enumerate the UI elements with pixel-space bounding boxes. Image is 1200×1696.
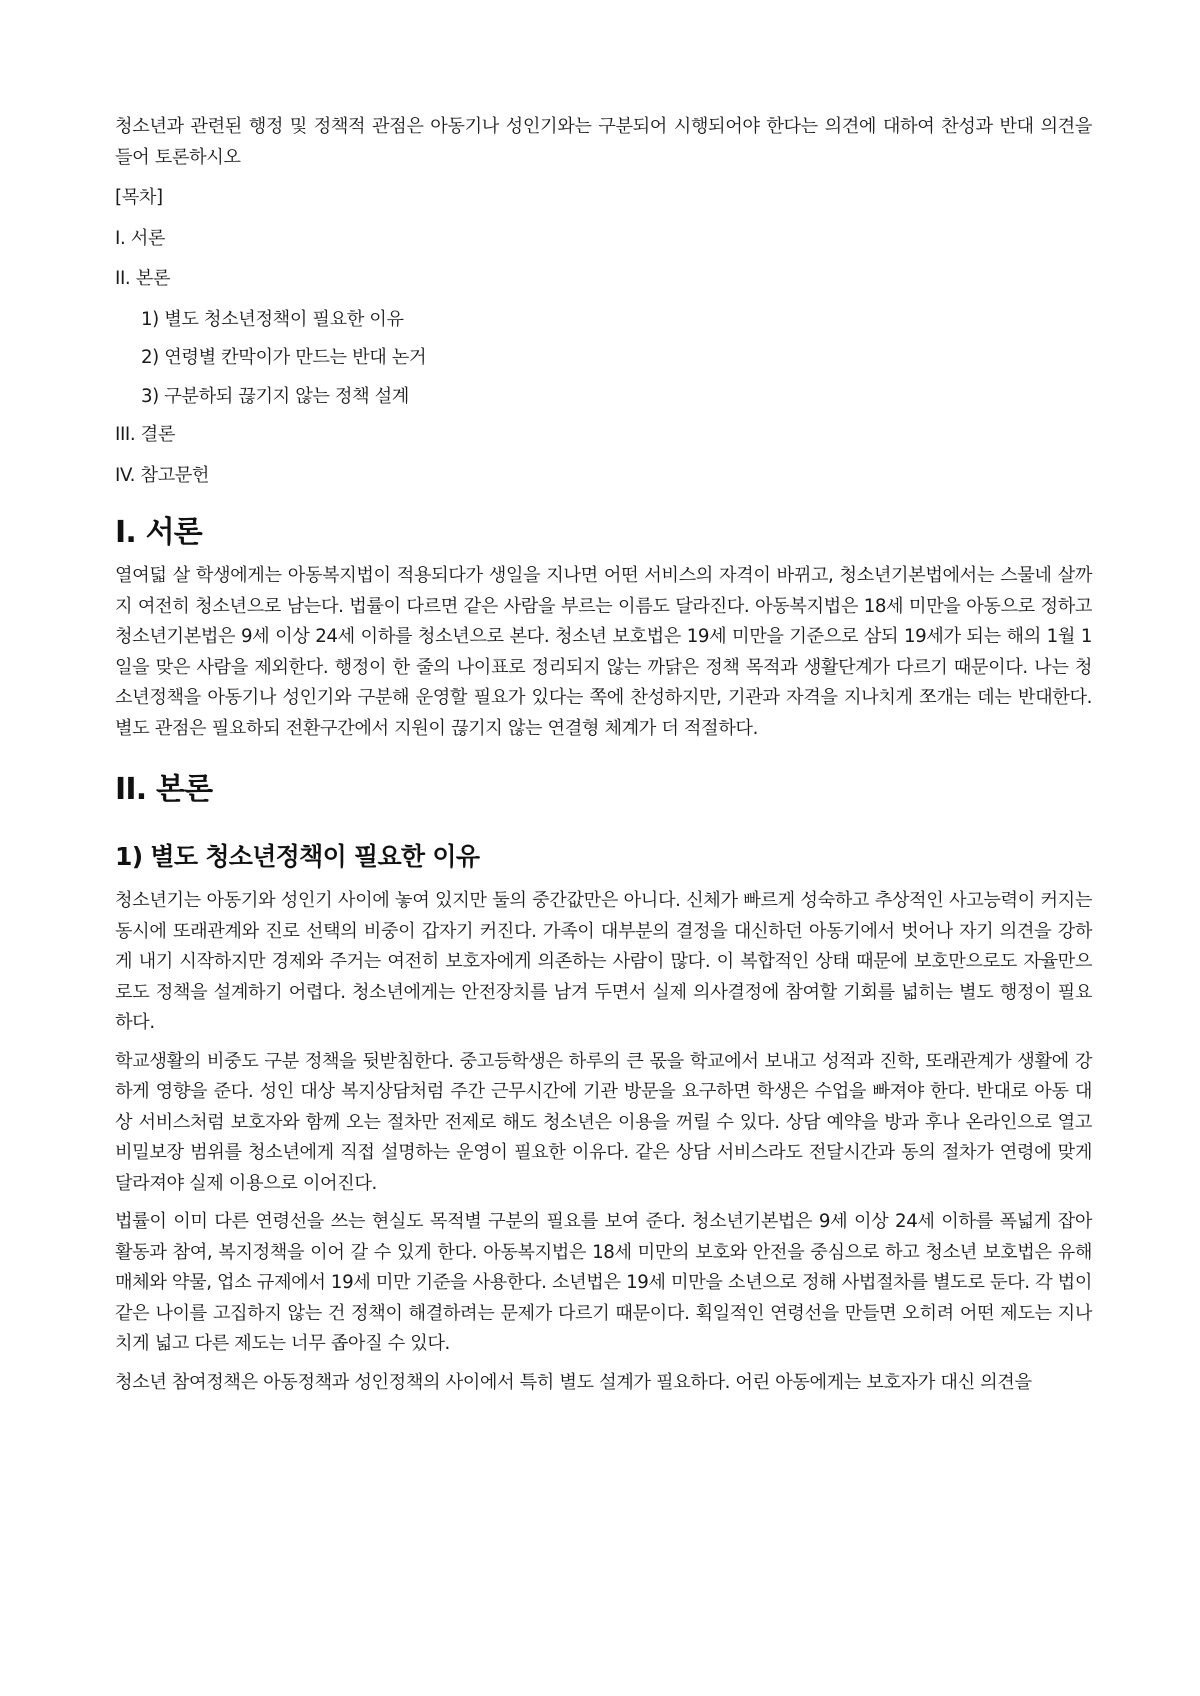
toc-item-body: II. 본론 — [115, 268, 171, 289]
toc-item-introduction: I. 서론 — [115, 227, 166, 249]
toc-item-body-1: 1) 별도 청소년정책이 필요한 이유 — [141, 308, 404, 330]
table-of-contents — [115, 224, 1092, 492]
section-heading-body: II. 본론 — [115, 772, 213, 807]
toc-item-body-2: 2) 연령별 칸막이가 만드는 반대 논거 — [141, 347, 427, 368]
toc-item-conclusion: III. 결론 — [115, 424, 175, 445]
body-paragraph: 청소년 참여정책은 아동정책과 성인정책의 사이에서 특히 별도 설계가 필요하다. 어린 아동에게는 보호자가 대신 의견을 — [115, 1371, 1032, 1393]
body-paragraph: 법률이 이미 다른 연령선을 쓰는 현실도 목적별 구분의 필요를 보여 준다. 청소년기본법은 9세 이상 24세 이하를 폭넓게 잡아 활동과 참여, 복지정책을 이어 갈 수 있게 한다. 아동복지법은 18세 미만의 보호와 안전을 중심으로 하고 청소년 보호법은 유해매체와 약물, 업소 규제에서 19세 미만 기준을 사용한다. 소년법은 19세 미만을 소년으로 정해 사법절차를 별도로 둔다. 각 법이 같은 나이를 고집하지 않는 건 정책이 해결하려는 문제가 다르기 때문이다. 획일적인 연령선을 만들면 오히려 어떤 제도는 지나치게 넓고 다른 제도는 너무 좁아질 수 있다. — [115, 1211, 1092, 1354]
essay-question: 청소년과 관련된 행정 및 정책적 관점은 아동기나 성인기와는 구분되어 시행되어야 한다는 의견에 대하여 찬성과 반대 의견을 들어 토론하시오 — [115, 116, 1092, 168]
subsection-heading-body-1: 1) 별도 청소년정책이 필요한 이유 — [115, 842, 480, 871]
body-paragraph: 청소년기는 아동기와 성인기 사이에 놓여 있지만 둘의 중간값만은 아니다. 신체가 빠르게 성숙하고 추상적인 사고능력이 커지는 동시에 또래관계와 진로 선택의 비중이 갑자기 커진다. 가족이 대부분의 결정을 대신하던 아동기에서 벗어나 자기 의견을 강하게 내기 시작하지만 경제와 주거는 여전히 보호자에게 의존하는 사람이 많다. 이 복합적인 상태 때문에 보호만으로도 자율만으로도 정책을 설계하기 어렵다. 청소년에게는 안전장치를 남겨 두면서 실제 의사결정에 참여할 기회를 넓히는 별도 행정이 필요하다. — [115, 890, 1092, 1033]
toc-item-references: IV. 참고문헌 — [115, 464, 210, 486]
toc-heading: [목차] — [115, 187, 163, 208]
introduction-paragraph: 열여덟 살 학생에게는 아동복지법이 적용되다가 생일을 지나면 어떤 서비스의 자격이 바뀌고, 청소년기본법에서는 스물네 살까지 여전히 청소년으로 남는다. 법률이 다르면 같은 사람을 부르는 이름도 달라진다. 아동복지법은 18세 미만을 아동으로 정하고 청소년기본법은 9세 이상 24세 이하를 청소년으로 본다. 청소년 보호법은 19세 미만을 기준으로 삼되 19세가 되는 해의 1월 1일을 맞은 사람을 제외한다. 행정이 한 줄의 나이표로 정리되지 않는 까닭은 정책 목적과 생활단계가 다르기 때문이다. 나는 청소년정책을 아동기나 성인기와 구분해 운영할 필요가 있다는 쪽에 찬성하지만, 기관과 자격을 지나치게 쪼개는 데는 반대한다. 별도 관점은 필요하되 전환구간에서 지원이 끊기지 않는 연결형 체계가 더 적절하다. — [115, 565, 1092, 739]
toc-item-body-3: 3) 구분하되 끊기지 않는 정책 설계 — [141, 385, 409, 407]
section-heading-introduction: I. 서론 — [115, 515, 202, 550]
body-paragraph: 학교생활의 비중도 구분 정책을 뒷받침한다. 중고등학생은 하루의 큰 몫을 학교에서 보내고 성적과 진학, 또래관계가 생활에 강하게 영향을 준다. 성인 대상 복지상담처럼 주간 근무시간에 기관 방문을 요구하면 학생은 수업을 빠져야 한다. 반대로 아동 대상 서비스처럼 보호자와 함께 오는 절차만 전제로 해도 청소년은 이용을 꺼릴 수 있다. 상담 예약을 방과 후나 온라인으로 열고 비밀보장 범위를 청소년에게 직접 설명하는 운영이 필요한 이유다. 같은 상담 서비스라도 전달시간과 동의 절차가 연령에 맞게 달라져야 실제 이용으로 이어진다. — [115, 1050, 1092, 1194]
